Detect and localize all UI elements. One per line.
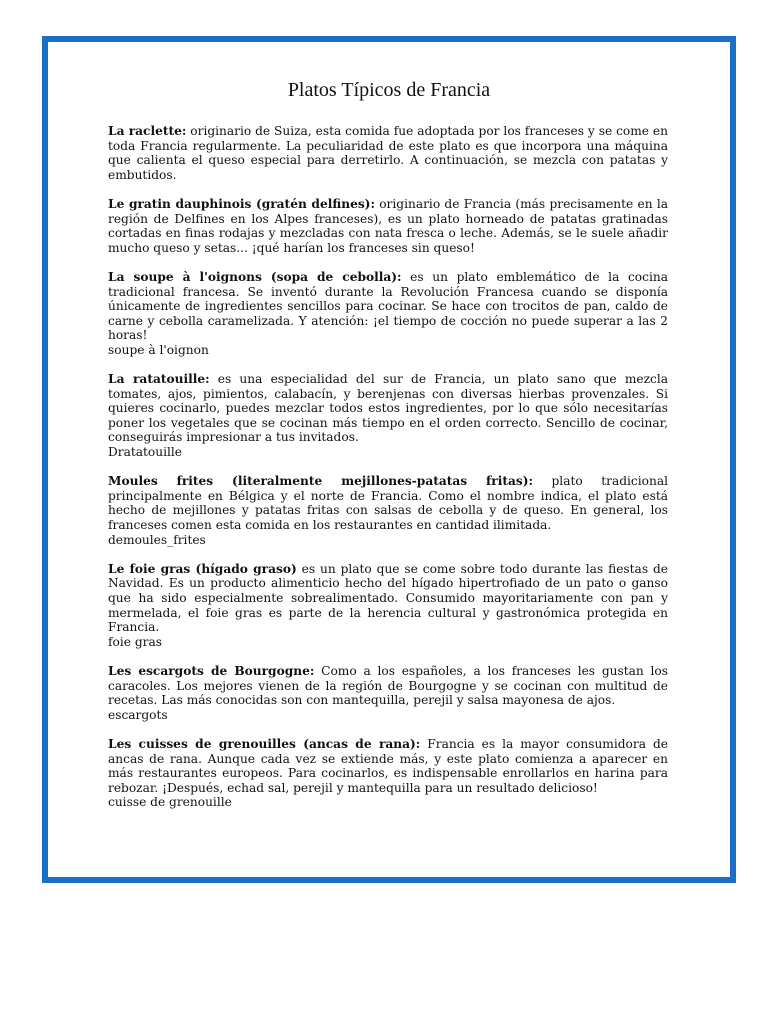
- dish-paragraph: [108, 562, 668, 635]
- dish-name: Les cuisses de grenouilles (ancas de rana):: [108, 736, 421, 751]
- dish-paragraph: [108, 474, 668, 532]
- dish-entry: [108, 474, 668, 547]
- dish-description: es un plato que se come sobre todo durante las fiestas de Navidad. Es un producto alimenticio hecho del hígado hipertrofiado de un pato o ganso que ha sido especialmente sobrealimentado. Consumido mayoritariamente con pan y mermelada, el foie gras es parte de la herencia cultural y gastronómica protegida en Francia.: [108, 561, 668, 635]
- dish-name: Les escargots de Bourgogne:: [108, 663, 315, 678]
- dish-name: Le gratin dauphinois (gratén delfines):: [108, 196, 375, 211]
- page-title: Platos Típicos de Francia: [287, 79, 491, 101]
- dish-paragraph: [108, 372, 668, 445]
- dish-paragraph: [108, 197, 668, 255]
- dish-description: originario de Francia (más precisamente en la región de Delfines en los Alpes franceses), es un plato horneado de patatas gratinadas cortadas en finas rodajas y mezcladas con nata fresca o leche. Además, se le suele añadir mucho queso y setas... ¡qué harían los franceses sin queso!: [108, 196, 669, 255]
- dish-name: La ratatouille:: [108, 372, 210, 387]
- dish-name: Moules frites (literalmente mejillones-patatas fritas):: [108, 474, 533, 489]
- dish-paragraph: [108, 737, 668, 795]
- dish-description: es un plato emblemático de la cocina tradicional francesa. Se inventó durante la Revolución Francesa cuando se disponía únicamente de ingredientes sencillos para cocinar. Se hace con trocitos de pan, caldo de carne y cebolla caramelizada. Y atención: ¡el tiempo de cocción no puede superar a las 2 horas!: [108, 269, 668, 343]
- dish-paragraph: [108, 124, 668, 182]
- dish-entry: [108, 372, 668, 460]
- dish-entry: [108, 664, 668, 722]
- dish-description: plato tradicional principalmente en Bélgica y el norte de Francia. Como el nombre indica, el plato está hecho de mejillones y patatas fritas con salsas de cebolla y de queso. En general, los franceses comen esta comida en los restaurantes en cantidad ilimitada.: [108, 474, 668, 533]
- dish-entry: [108, 124, 668, 182]
- dish-paragraph: [108, 270, 668, 343]
- dish-description: Francia es la mayor consumidora de ancas de rana. Aunque cada vez se extiende más, y este plato comienza a aparecer en más restaurantes europeos. Para cocinarlos, es indispensable enrollarlos en harina para rebozar. ¡Después, echad sal, perejil y mantequilla para un resultado delicioso!: [108, 736, 668, 795]
- dish-caption: cuisse de grenouille: [108, 795, 232, 810]
- dish-entry: [108, 562, 668, 650]
- dish-paragraph: [108, 664, 668, 708]
- document-page: [42, 36, 736, 883]
- dish-name: Le foie gras (hígado graso): [108, 561, 297, 576]
- dish-caption: soupe à l'oignon: [108, 342, 209, 357]
- dish-caption: escargots: [108, 707, 168, 722]
- dish-entry: [108, 197, 668, 255]
- dish-name: La soupe à l'oignons (sopa de cebolla):: [108, 269, 402, 284]
- dish-caption: demoules_frites: [108, 532, 206, 547]
- dish-entry: [108, 270, 668, 358]
- dish-description: Como a los españoles, a los franceses les gustan los caracoles. Los mejores vienen de la región de Bourgogne y se cocinan con multitud de recetas. Las más conocidas son con mantequilla, perejil y salsa mayonesa de ajos.: [108, 663, 668, 708]
- document-body: [108, 124, 668, 825]
- dish-caption: foie gras: [108, 634, 162, 649]
- dish-caption: Dratatouille: [108, 445, 183, 460]
- dish-name: La raclette:: [108, 124, 187, 138]
- dish-description: es una especialidad del sur de Francia, un plato sano que mezcla tomates, ajos, pimientos, calabacín, y berenjenas con diversas hierbas provenzales. Si quieres cocinarlo, puedes mezclar todos estos ingredientes, por lo que sólo necesitarías poner los vegetales que se cocinan más tiempo en el orden correcto. Sencillo de cocinar, conseguirás impresionar a tus invitados.: [108, 372, 668, 445]
- dish-description: originario de Suiza, esta comida fue adoptada por los franceses y se come en toda Francia regularmente. La peculiaridad de este plato es que incorpora una máquina que calienta el queso especial para derretirlo. A continuación, se mezcla con patatas y embutidos.: [108, 124, 668, 182]
- dish-entry: [108, 737, 668, 810]
